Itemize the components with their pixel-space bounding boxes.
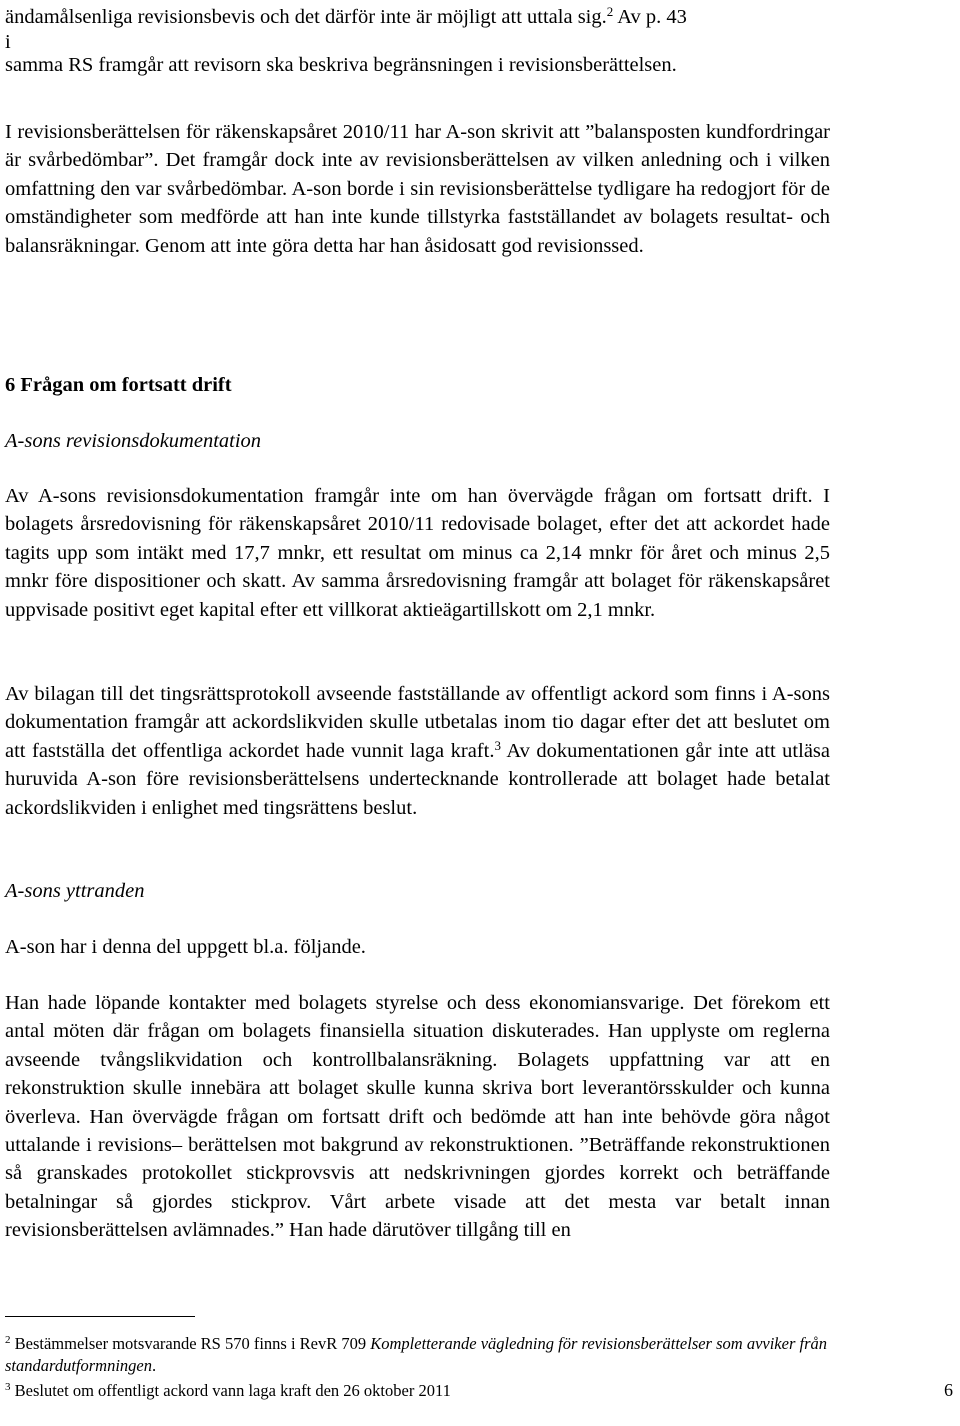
para2-text-b: Av dokumentationen går inte att utläsa huruvida A-son före revisionsberättelsens undertecknande kontrollerade att bolaget hade betalat ackordslikviden i enlighet med tingsrättens beslut. <box>5 739 830 819</box>
footnote-3 <box>5 1380 935 1402</box>
statements-intro: A-son har i denna del uppgett bl.a. följande. <box>5 936 366 958</box>
documentation-paragraph-1: Av A-sons revisionsdokumentation framgår inte om han övervägde frågan om fortsatt drift. I bolagets årsredovisning för räkenskapsåret 2010/11 redovisade bolaget, efter det att ackordet hade tagits upp som intäkt med 17,7 mnkr, ett resultat om minus ca 2,14 mnkr för året och minus 2,5 mnkr före dispositioner och skatt. Av samma årsredovisning framgår att bolaget för räkenskapsåret uppvisade positivt eget kapital efter ett villkorat aktieägartillskott om 2,1 mnkr. <box>5 485 830 621</box>
top-fragment <box>5 3 835 77</box>
footnote-2-text: Bestämmelser motsvarande RS 570 finns i RevR 709 <box>10 1334 371 1353</box>
footnote-2-end: . <box>151 1356 157 1375</box>
top-line-3: samma RS framgår att revisorn ska beskriva begränsningen i revisionsberättelsen. <box>5 54 677 77</box>
footnote-2-title: Kompletterande vägledning för revisionsberättelser som avviker från standardutformningen <box>5 1334 827 1375</box>
footnote-3-text: Beslutet om offentligt ackord vann laga kraft den 26 oktober 2011 <box>10 1381 451 1400</box>
page-number: 6 <box>944 1380 953 1400</box>
statements-paragraph: Han hade löpande kontakter med bolagets styrelse och dess ekonomiansvarige. Det förekom ett antal möten där frågan om bolagets finansiella situation diskuterades. Han upplyste om reglerna avseende tvångslikvidation och kontrollbalansräkning. Bolagets uppfattning var att en rekonstruktion skulle innebära att bolaget skulle kunna skriva bort leverantörsskulder och kunna överleva. Han övervägde frågan om fortsatt drift och bedömde att han inte behövde göra något uttalande i revisions– berättelsen mot bakgrund av rekonstruktionen. ”Beträffande rekonstruktionen så granskades protokollet stickprovsvis att nedskrivningen gjordes korrekt och beträffande betalningar så gjordes stickprov. Vårt arbete visade att det mesta var betalt innan revisionsberättelsen avlämnades.” Han hade därutöver tillgång till en <box>5 992 830 1242</box>
section-heading: 6 Frågan om fortsatt drift <box>5 374 232 396</box>
top-line-1-text: ändamålsenliga revisionsbevis och det därför inte är möjligt att uttala sig. <box>5 6 607 28</box>
footnote-ref-2: 2 <box>606 4 614 19</box>
documentation-paragraph-2 <box>5 680 830 822</box>
para2-text-a: Av bilagan till det tingsrättsprotokoll avseende fastställande av offentligt ackord som finns i A-sons dokumentation framgår att ackordslikviden skulle utbetalas inom tio dagar efter det att beslutet om att fastställa det offentliga ackordet hade vunnit laga kraft. <box>5 683 830 762</box>
revision-paragraph: I revisionsberättelsen för räkenskapsåret 2010/11 har A-son skrivit att ”balansposten kundfordringar är svårbedömbar”. Det framgår dock inte av revisionsberättelsen av vilken anledning och i vilken omfattning den var svårbedömbar. A-son borde i sin revisionsberättelse tydligare ha redogjort för de omständigheter som medförde att han inte kunde tillstyrka fastställandet av bolagets resultat- och balansräkningar. Genom att inte göra detta har han åsidosatt god revisionssed. <box>5 121 830 257</box>
subheading-statements: A-sons yttranden <box>5 880 145 902</box>
top-line-1-tail: Av p. 43 <box>613 6 687 28</box>
top-line-2: i <box>5 31 11 54</box>
footnote-2-number: 2 <box>5 1334 11 1346</box>
footnote-2 <box>5 1333 935 1377</box>
footnote-divider <box>5 1316 195 1317</box>
subheading-documentation: A-sons revisionsdokumentation <box>5 430 262 452</box>
footnote-ref-3: 3 <box>494 737 501 753</box>
top-line-1 <box>5 3 835 31</box>
footnote-3-number: 3 <box>5 1381 11 1393</box>
